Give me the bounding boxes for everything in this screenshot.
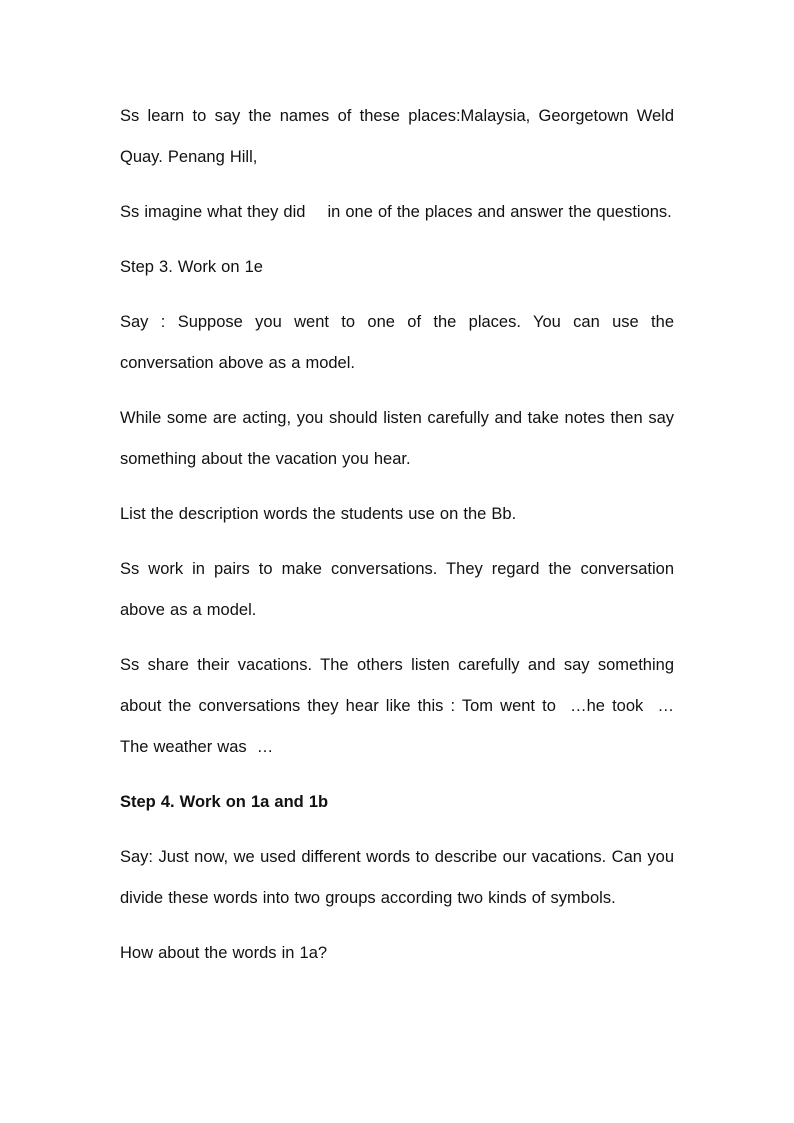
paragraph-divide-words: Say: Just now, we used different words to describe our vacations. Can you divide these words into two groups according two kinds of symbols. xyxy=(120,848,674,907)
paragraph-place-names: Ss learn to say the names of these places:Malaysia, Georgetown Weld Quay. Penang Hill, xyxy=(120,107,674,166)
paragraph-description-words: List the description words the students use on the Bb. xyxy=(120,505,517,523)
paragraph-listen: While some are acting, you should listen carefully and take notes then say something about the vacation you hear. xyxy=(120,409,674,468)
paragraph-imagine-end: in one of the places and answer the questions. xyxy=(327,203,672,221)
document-body xyxy=(120,96,674,988)
paragraph-pairs: Ss work in pairs to make conversations. They regard the conversation above as a model. xyxy=(120,560,674,619)
paragraph-imagine xyxy=(120,192,674,233)
paragraph-suppose: Say : Suppose you went to one of the places. You can use the conversation above as a model. xyxy=(120,313,674,372)
paragraph-share: Ss share their vacations. The others listen carefully and say something about the conversations they hear like this : Tom went to …he took … The weather was … xyxy=(120,656,674,756)
paragraph-words-1a: How about the words in 1a? xyxy=(120,944,328,962)
step-4-heading: Step 4. Work on 1a and 1b xyxy=(120,793,329,811)
step-3-heading: Step 3. Work on 1e xyxy=(120,258,263,276)
paragraph-imagine-start: Ss imagine what they did xyxy=(120,203,306,221)
